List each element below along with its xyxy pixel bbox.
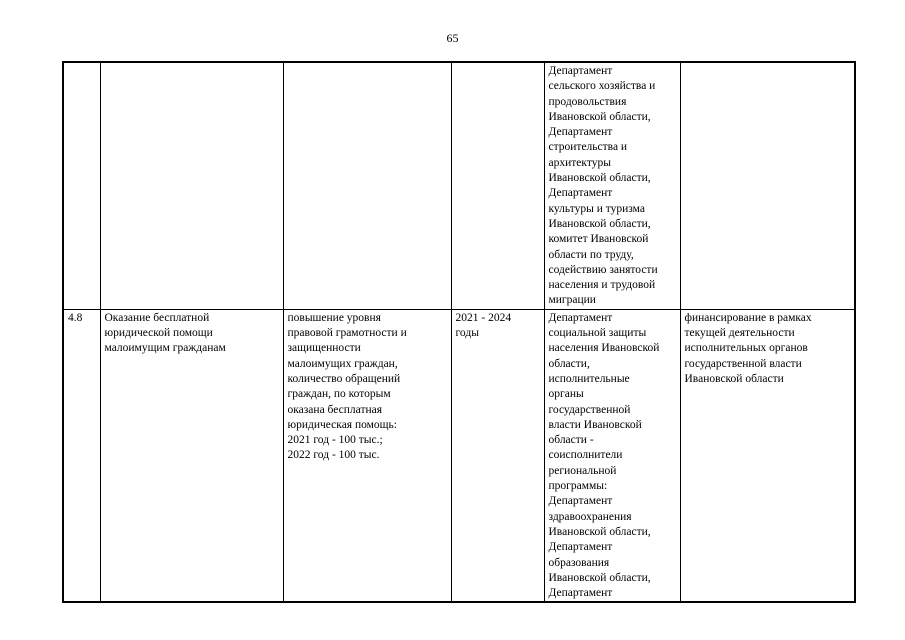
cell-period-text: 2021 - 2024 годы	[455, 311, 512, 340]
cell-funding	[680, 62, 855, 309]
cell-executors-text: Департамент социальной защиты населения Ивановской области, исполнительные органы государственной власти Ивановской области - соисполнители региональной программы: Департамент здравоохранения Ивановской области, Департамент образования Ивановской области, Департамент	[548, 311, 660, 600]
cell-period	[451, 62, 544, 309]
cell-title	[100, 62, 283, 309]
cell-result	[283, 62, 451, 309]
measures-table	[62, 61, 856, 603]
cell-title	[100, 309, 283, 602]
cell-title-text: Оказание бесплатной юридической помощи малоимущим гражданам	[104, 311, 226, 355]
cell-executors	[544, 309, 680, 602]
cell-result-text: повышение уровня правовой грамотности и защищенности малоимущих граждан, количество обращений граждан, по которым оказана бесплатная юридическая помощь: 2021 год - 100 тыс.; 2022 год - 100 тыс.	[287, 311, 407, 462]
table-row-4-8	[63, 309, 855, 602]
table-row-continuation	[63, 62, 855, 309]
cell-number	[63, 62, 100, 309]
cell-result	[283, 309, 451, 602]
page-number: 65	[446, 31, 459, 45]
cell-funding-text: финансирование в рамках текущей деятельности исполнительных органов государственной власти Ивановской области	[684, 311, 812, 385]
cell-executors	[544, 62, 680, 309]
cell-period	[451, 309, 544, 602]
cell-number	[63, 309, 100, 602]
cell-funding	[680, 309, 855, 602]
cell-executors-text: Департамент сельского хозяйства и продовольствия Ивановской области, Департамент строительства и архитектуры Ивановской области, Департамент культуры и туризма Ивановской области, комитет Ивановской области по труду, содействию занятости населения и трудовой миграции	[548, 65, 658, 307]
cell-number-text: 4.8	[68, 311, 83, 324]
